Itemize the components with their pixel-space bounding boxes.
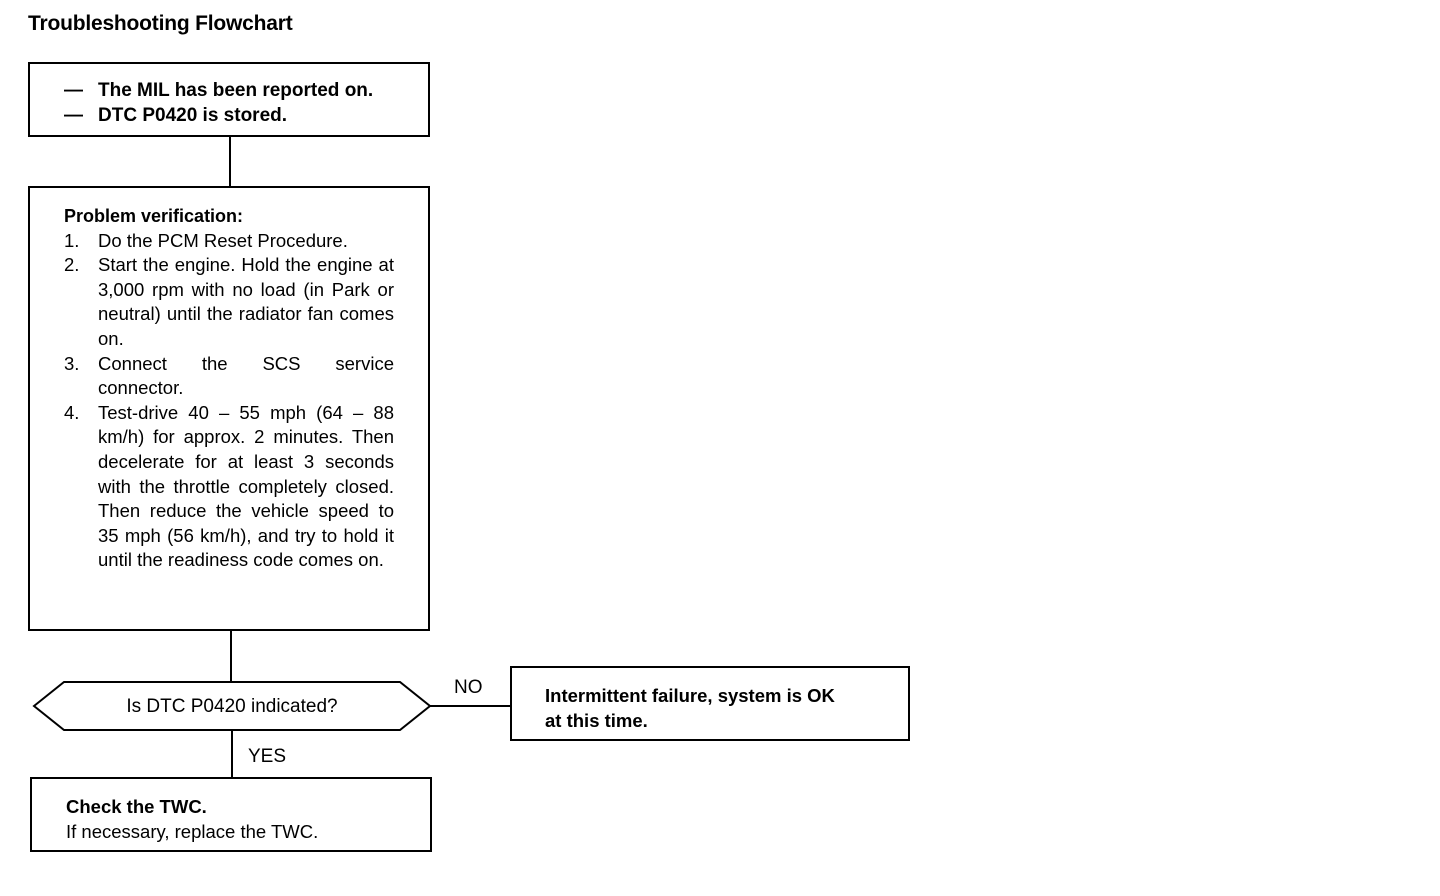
no-result-line-2: at this time. [545,710,648,731]
verification-heading: Problem verification: [64,206,244,226]
start-box [28,62,430,137]
verification-box [28,186,430,631]
yes-branch-label: YES [248,746,287,767]
verification-step: 1. Do the PCM Reset Procedure. [64,229,348,251]
flowchart-title: Troubleshooting Flowchart [28,12,293,35]
start-line-2: — DTC P0420 is stored. [64,105,288,126]
decision-question: Is DTC P0420 indicated? [126,696,338,717]
yes-result-line-2: If necessary, replace the TWC. [66,821,319,842]
yes-result-box [30,777,432,852]
no-branch-label: NO [454,677,483,698]
no-result-line-1: Intermittent failure, system is OK [545,685,835,706]
verification-step: 4. Test-drive 40 – 55 mph (64 – 88 km/h) for approx. 2 minutes. Then decelerate for at least 3 seconds with the throttle completely closed. Then reduce the vehicle speed to 35 mph (56 km/h), and try to hold it until the readiness code comes on. [64,401,394,571]
start-line-1: — The MIL has been reported on. [64,80,374,101]
yes-result-line-1: Check the TWC. [66,796,207,817]
no-result-box [510,666,910,741]
verification-step: 3. Connect the SCS service connector. [64,352,394,399]
verification-step: 2. Start the engine. Hold the engine at 3,000 rpm with no load (in Park or neutral) until the radiator fan comes on. [64,254,394,349]
